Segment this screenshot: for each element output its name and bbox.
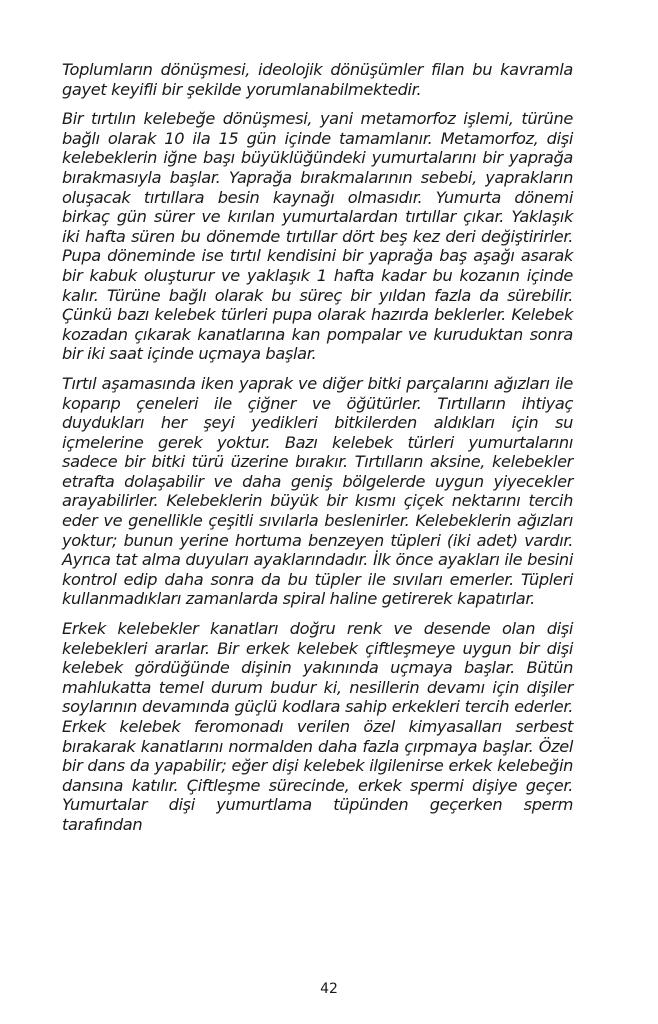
page-body: [62, 60, 573, 845]
paragraph-caterpillar-feeding: Tırtıl aşamasında iken yaprak ve diğer bitki parçalarını ağızları ile koparıp çeneleri ile çiğner ve öğütürler. Tırtılların ihtiyaç duydukları her şeyi yedikleri bitkilerden aldıkları için su içmelerine gerek yoktur. Bazı kelebek türleri yumurtalarını sadece bir bitki türü üzerine bırakır. Tırtılların aksine, kelebekler etrafta dolaşabilir ve daha geniş bölgelerde uygun yiyecekler arayabilirler. Kelebeklerin büyük bir kısmı çiçek nektarını tercih eder ve genellikle çeşitli sıvılarla beslenirler. Kelebeklerin ağızları yoktur; bunun yerine hortuma benzeyen tüpleri (iki adet) vardır. Ayrıca tat alma duyuları ayaklarındadır. İlk önce ayakları ile besini kontrol edip daha sonra da bu tüpler ile sıvıları emerler. Tüpleri kullanmadıkları zamanlarda spiral haline getirerek kapatırlar.: [62, 373, 573, 609]
paragraph-societies: Toplumların dönüşmesi, ideolojik dönüşümler filan bu kavramla gayet keyifli bir şekilde yorumlanabilmektedir.: [62, 60, 573, 99]
paragraph-mating: Erkek kelebekler kanatları doğru renk ve desende olan dişi kelebekleri ararlar. Bir erkek kelebek çiftleşmeye uygun bir dişi kelebek gördüğünde dişinin yakınında uçmaya başlar. Bütün mahlukatta temel durum budur ki, nesillerin devamı için dişiler soylarının devamında güçlü kodlara sahip erkekleri tercih ederler. Erkek kelebek feromonadı verilen özel kimyasalları serbest bırakarak kanatlarını normalden daha fazla çırpmaya başlar. Özel bir dans da yapabilir; eğer dişi kelebek ilgilenirse erkek kelebeğin dansına katılır. Çiftleşme sürecinde, erkek spermi dişiye geçer. Yumurtalar dişi yumurtlama tüpünden geçerken sperm tarafından: [62, 619, 573, 834]
page-number: 42: [320, 981, 338, 997]
paragraph-metamorphosis: Bir tırtılın kelebeğe dönüşmesi, yani metamorfoz işlemi, türüne bağlı olarak 10 ila 15 gün içinde tamamlanır. Metamorfoz, dişi kelebeklerin iğne başı büyüklüğündeki yumurtalarını bir yaprağa bırakmasıyla başlar. Yaprağa bırakmalarının sebebi, yaprakların oluşacak tırtıllara besin kaynağı olmasıdır. Yumurta dönemi birkaç gün sürer ve kırılan yumurtalardan tırtıllar çıkar. Yaklaşık iki hafta süren bu dönemde tırtıllar dört beş kez deri değiştirirler. Pupa döneminde ise tırtıl kendisini bir yaprağa baş aşağı asarak bir kabuk oluşturur ve yaklaşık 1 hafta kadar bu kozanın içinde kalır. Türüne bağlı olarak bu süreç bir yıldan fazla da sürebilir. Çünkü bazı kelebek türleri pupa olarak hazırda beklerler. Kelebek kozadan çıkarak kanatlarına kan pompalar ve kuruduktan sonra bir iki saat içinde uçmaya başlar.: [62, 109, 573, 364]
